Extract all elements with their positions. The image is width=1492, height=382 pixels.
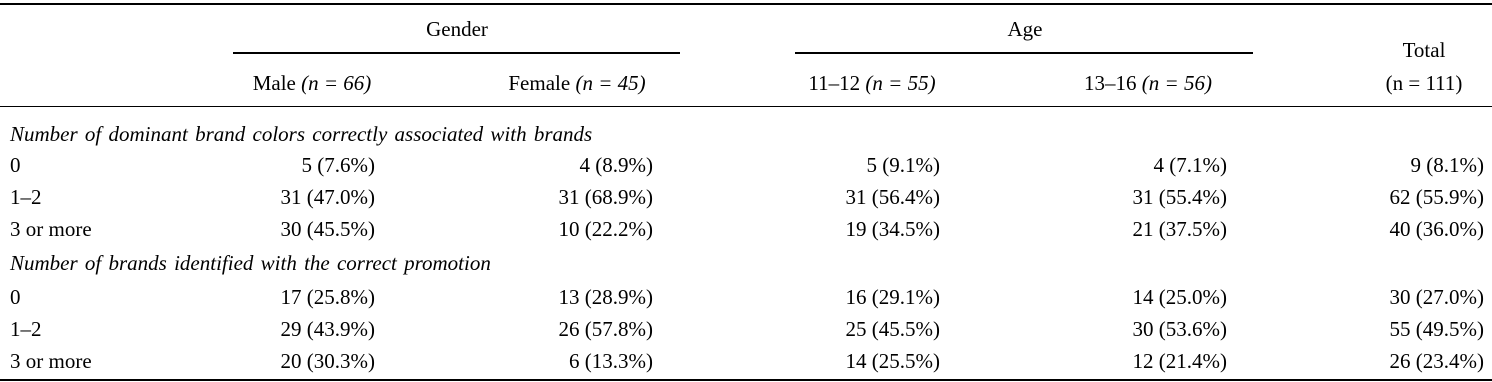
total-header-line2: (n = 111) — [1385, 71, 1463, 95]
column-header-label: 11–12 — [808, 71, 861, 95]
row-label: 0 — [10, 153, 21, 177]
cell-total: 62 (55.9%) — [1389, 185, 1484, 209]
gender-group-header: Gender — [426, 17, 488, 41]
row-label: 1–2 — [10, 185, 42, 209]
cell-total: 26 (23.4%) — [1389, 349, 1484, 373]
gender-spanner-rule — [233, 52, 680, 54]
column-header-female — [508, 70, 645, 96]
column-header-label: 13–16 — [1084, 71, 1137, 95]
row-label: 1–2 — [10, 317, 42, 341]
cell-female: 31 (68.9%) — [558, 185, 653, 209]
cell-total: 9 (8.1%) — [1410, 153, 1484, 177]
row-label: 3 or more — [10, 217, 92, 241]
row-label: 0 — [10, 285, 21, 309]
cell-total: 30 (27.0%) — [1389, 285, 1484, 309]
column-header-age-13-16 — [1084, 70, 1212, 96]
section-title-correct-promotion: Number of brands identified with the correct promotion — [10, 251, 491, 275]
cell-age-11-12: 19 (34.5%) — [845, 217, 940, 241]
cell-male: 30 (45.5%) — [280, 217, 375, 241]
total-header-line1: Total — [1402, 38, 1446, 62]
cell-age-13-16: 31 (55.4%) — [1132, 185, 1227, 209]
cell-female: 26 (57.8%) — [558, 317, 653, 341]
cell-age-13-16: 14 (25.0%) — [1132, 285, 1227, 309]
cell-age-11-12: 14 (25.5%) — [845, 349, 940, 373]
column-header-label: Male — [252, 71, 296, 95]
cell-female: 6 (13.3%) — [569, 349, 653, 373]
section-title-brand-colors: Number of dominant brand colors correctly associated with brands — [10, 122, 593, 146]
bottom-rule — [0, 379, 1492, 381]
cell-male: 29 (43.9%) — [280, 317, 375, 341]
cell-female: 10 (22.2%) — [558, 217, 653, 241]
cell-male: 20 (30.3%) — [280, 349, 375, 373]
cell-age-13-16: 4 (7.1%) — [1153, 153, 1227, 177]
top-rule — [0, 3, 1492, 5]
cell-female: 4 (8.9%) — [579, 153, 653, 177]
cell-total: 40 (36.0%) — [1389, 217, 1484, 241]
cell-age-13-16: 12 (21.4%) — [1132, 349, 1227, 373]
cell-female: 13 (28.9%) — [558, 285, 653, 309]
column-header-age-11-12 — [808, 70, 935, 96]
column-header-n: (n = 66) — [301, 71, 372, 95]
cell-age-11-12: 16 (29.1%) — [845, 285, 940, 309]
column-header-male — [253, 70, 372, 96]
cell-age-11-12: 5 (9.1%) — [866, 153, 940, 177]
cell-male: 17 (25.8%) — [280, 285, 375, 309]
cell-total: 55 (49.5%) — [1389, 317, 1484, 341]
age-spanner-rule — [795, 52, 1253, 54]
column-header-n: (n = 55) — [865, 71, 936, 95]
column-header-n: (n = 45) — [575, 71, 646, 95]
cell-male: 5 (7.6%) — [301, 153, 375, 177]
column-header-label: Female — [508, 71, 571, 95]
age-group-header: Age — [1007, 17, 1043, 41]
cell-age-13-16: 30 (53.6%) — [1132, 317, 1227, 341]
cell-age-11-12: 31 (56.4%) — [845, 185, 940, 209]
cell-male: 31 (47.0%) — [280, 185, 375, 209]
row-label: 3 or more — [10, 349, 92, 373]
header-rule — [0, 106, 1492, 107]
cell-age-13-16: 21 (37.5%) — [1132, 217, 1227, 241]
column-header-n: (n = 56) — [1141, 71, 1212, 95]
cell-age-11-12: 25 (45.5%) — [845, 317, 940, 341]
